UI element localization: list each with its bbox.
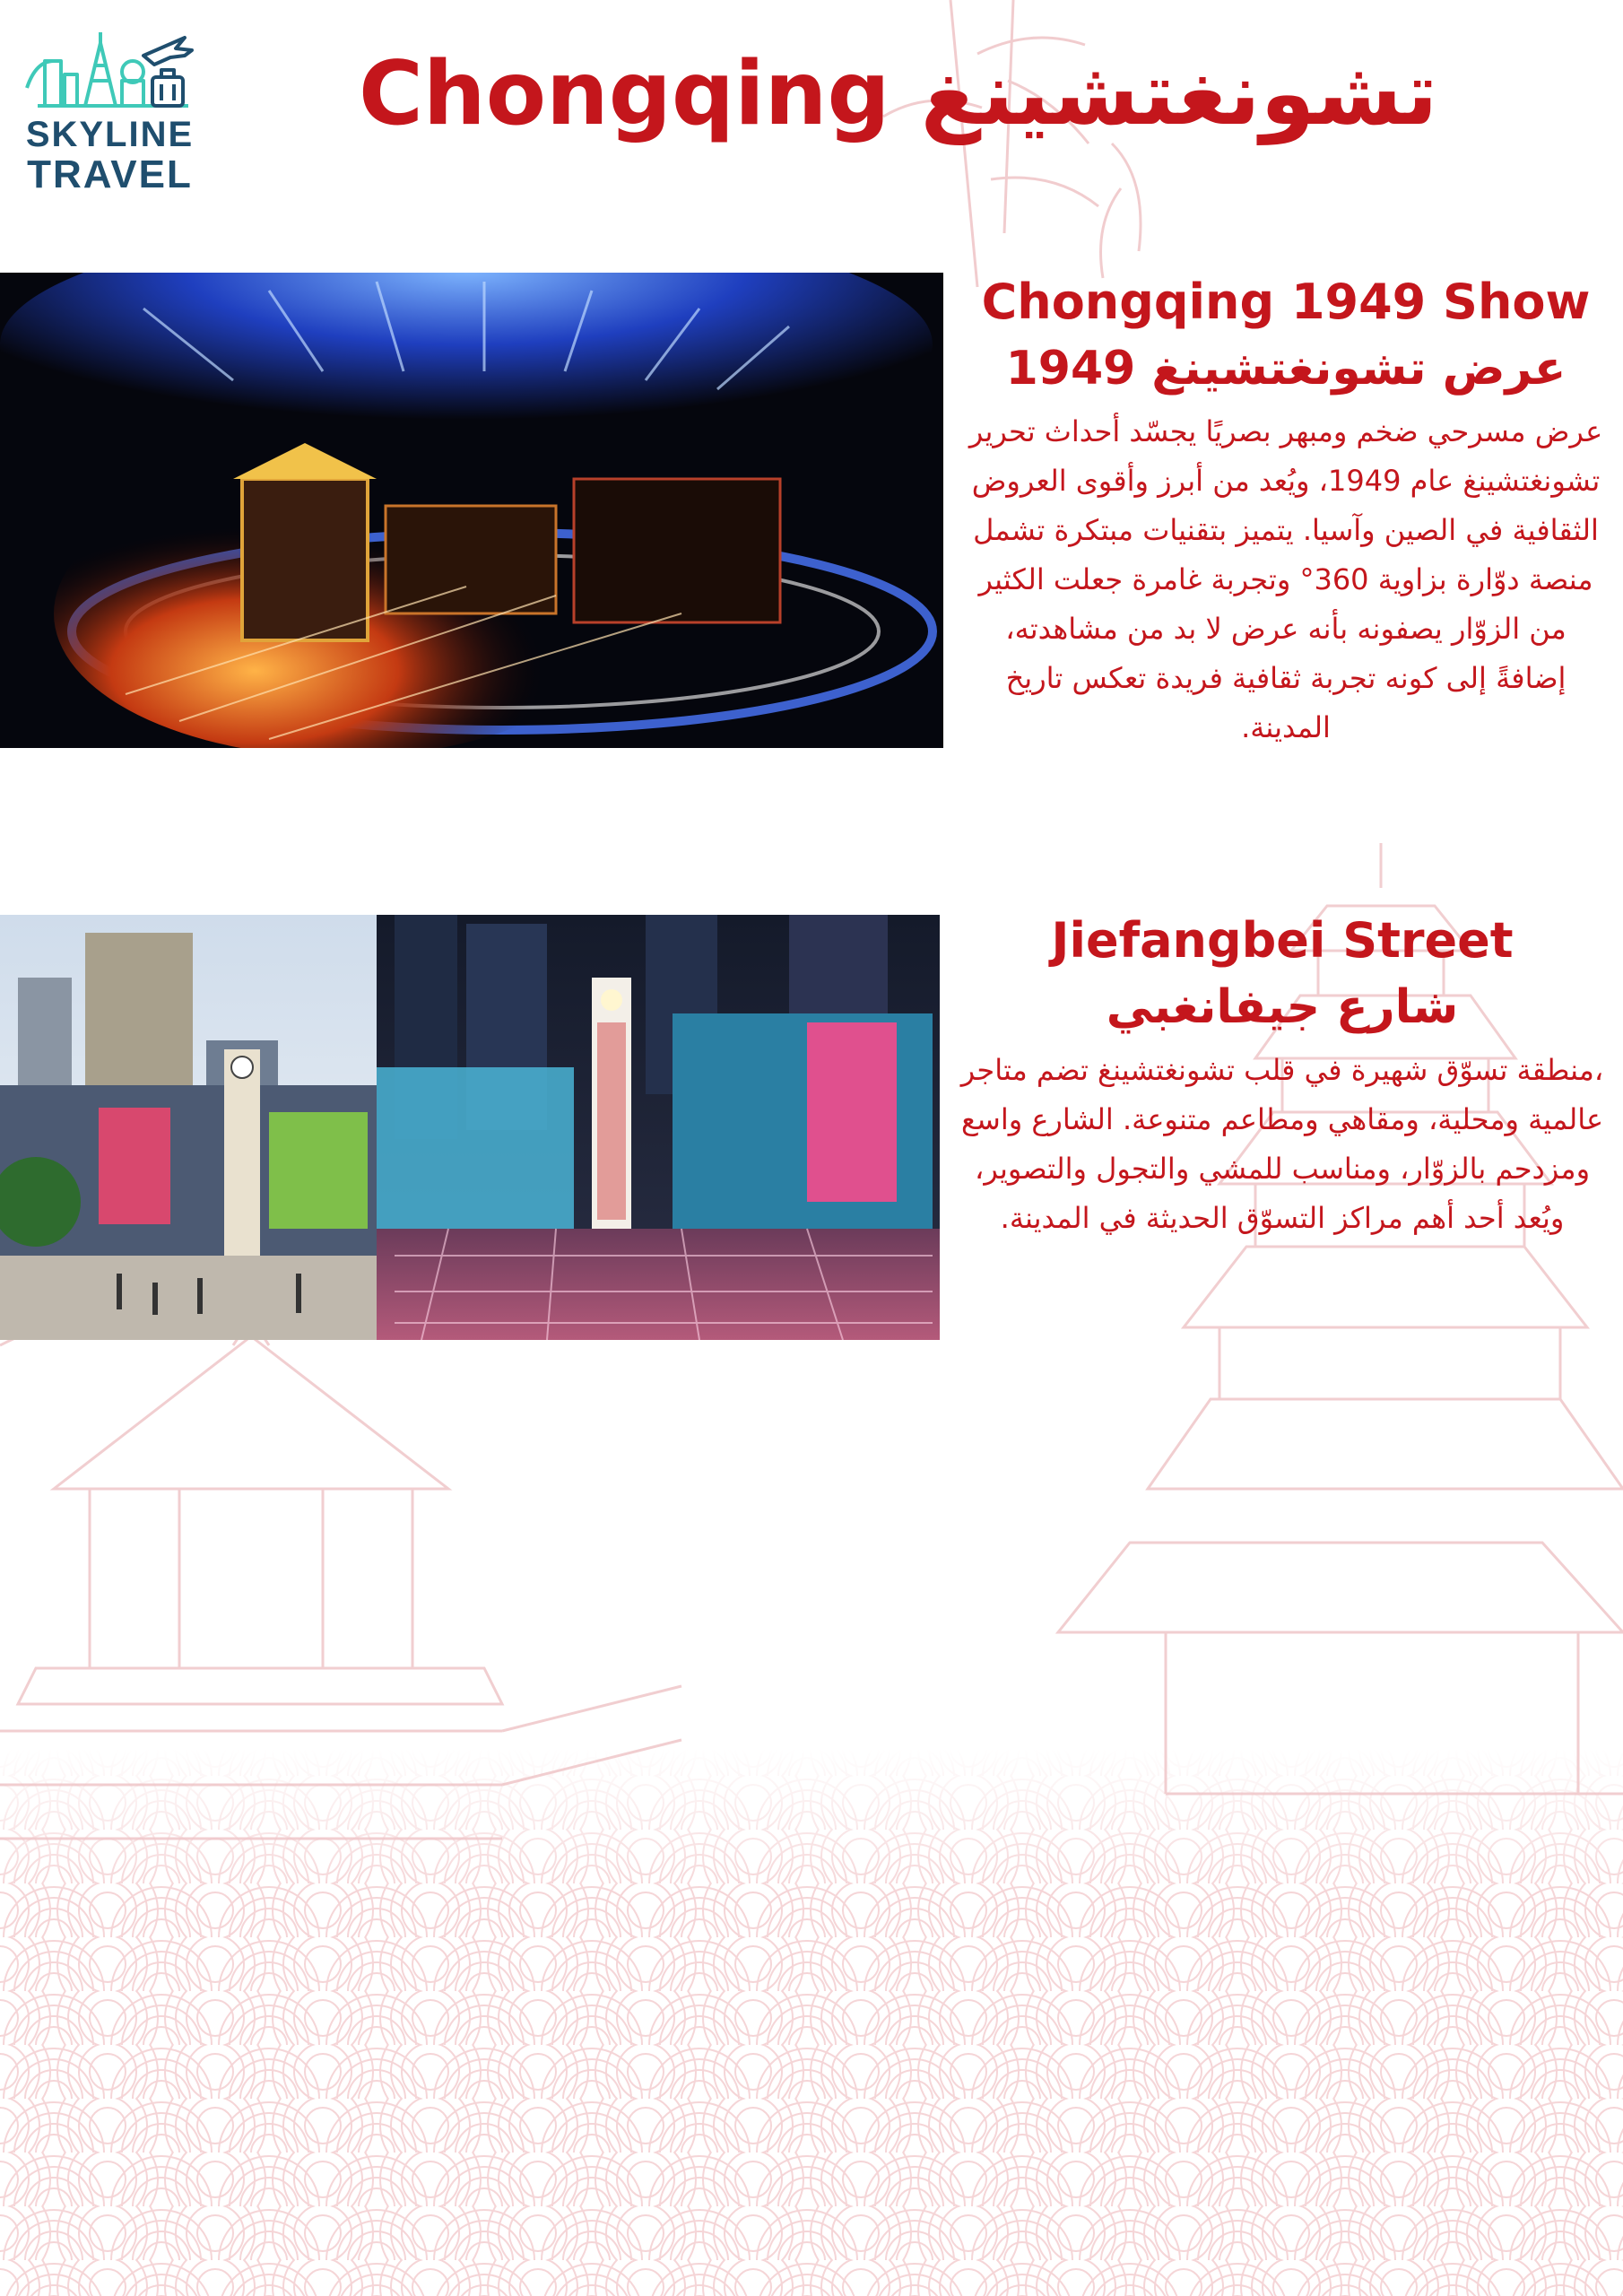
section-title-ar: عرض تشونغتشينغ 1949 — [1005, 342, 1567, 396]
section-title-en: Chongqing 1949 Show — [981, 274, 1591, 330]
section-title-en: Jiefangbei Street — [1051, 912, 1514, 969]
section-description: عرض مسرحي ضخم ومبهر بصريًا يجسّد أحداث تحرير تشونغتشينغ عام 1949، ويُعد من أبرز وأقوى العروض الثقافية في الصين وآسيا. يتميز بتقنيات مبتكرة تشمل منصة دوّارة بزاوية 360° وتجربة غامرة جعلت الكثير من الزوّار يصفونه بأنه عرض لا بد من مشاهدته، إضافةً إلى كونه تجربة ثقافية فريدة تعكس تاريخ المدينة. — [968, 414, 1603, 744]
brand-logo — [18, 25, 202, 196]
theater-stage-show-photo — [0, 273, 943, 748]
city-skyline-plane-luggage-icon — [18, 25, 202, 115]
section-jiefangbei-street — [950, 908, 1614, 1243]
logo-line-1: SKYLINE — [25, 115, 195, 154]
page-title: Chongqing تشونغتشينغ — [359, 43, 1438, 145]
section-chongqing-1949-show — [967, 269, 1605, 752]
section-title-ar: شارع جيفانغبي — [1106, 980, 1459, 1034]
section-description: ،منطقة تسوّق شهيرة في قلب تشونغتشينغ تضم متاجر عالمية ومحلية، ومقاهي ومطاعم متنوعة. الشارع واسع ومزدحم بالزوّار، ومناسب للمشي والتجول والتصوير، ويُعد أحد أهم مراكز التسوّق الحديثة في المدينة. — [960, 1053, 1604, 1235]
logo-line-2: TRAVEL — [27, 152, 193, 196]
jiefangbei-clock-tower-photo — [0, 915, 940, 1340]
